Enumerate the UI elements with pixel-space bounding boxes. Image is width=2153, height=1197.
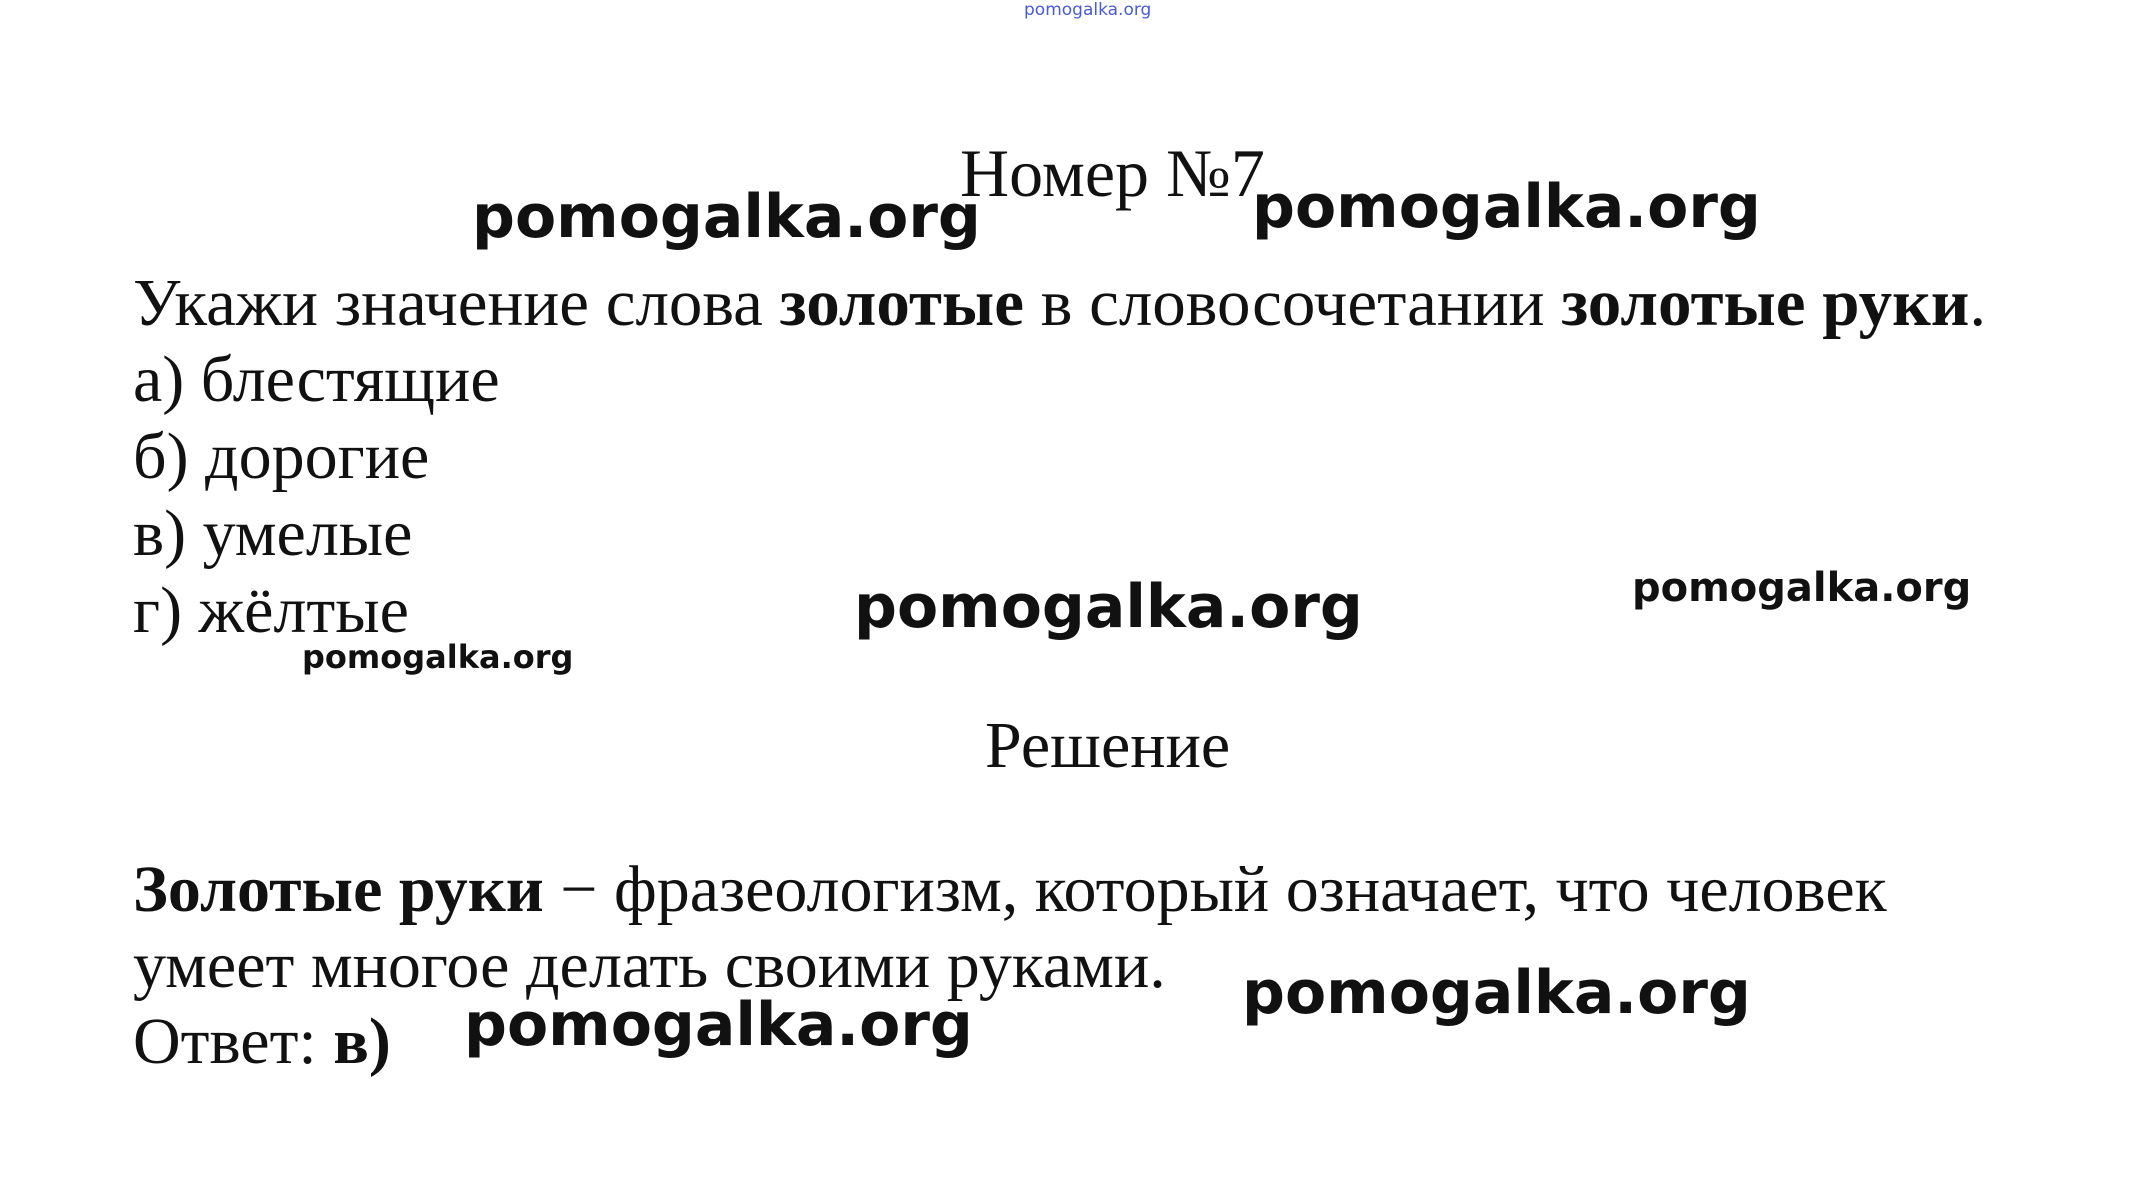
- task-title: Номер №7: [960, 135, 1265, 211]
- watermark-small: pomogalka.org: [302, 638, 574, 676]
- question-middle: в словосочетании: [1023, 266, 1562, 340]
- question-word: золотые: [779, 266, 1024, 340]
- question-phrase: золотые руки: [1561, 266, 1970, 340]
- answer-value: в): [333, 1005, 391, 1078]
- watermark-top: pomogalka.org: [1024, 0, 1152, 20]
- solution-heading: Решение: [985, 709, 1231, 782]
- question-prefix: Укажи значение слова: [133, 266, 780, 340]
- option-c: в) умелые: [133, 497, 413, 570]
- watermark-large: pomogalka.org: [464, 990, 973, 1060]
- answer-line: [133, 1004, 391, 1080]
- solution-term: Золотые руки: [133, 853, 544, 926]
- solution-line-1: [133, 852, 1887, 928]
- option-b: б) дорогие: [133, 420, 430, 493]
- watermark-small: pomogalka.org: [1632, 565, 1972, 611]
- solution-line-2: умеет многое делать своими руками.: [133, 929, 1166, 1002]
- watermark-large: pomogalka.org: [854, 572, 1363, 642]
- option-a: а) блестящие: [133, 343, 500, 416]
- watermark-large: pomogalka.org: [1252, 172, 1761, 242]
- answer-label: Ответ:: [133, 1005, 334, 1078]
- question-end: .: [1969, 266, 1987, 340]
- question-text: [133, 265, 1986, 342]
- watermark-large: pomogalka.org: [1242, 958, 1751, 1028]
- solution-definition-1: − фразеологизм, который означает, что человек: [543, 853, 1887, 926]
- option-d: г) жёлтые: [133, 574, 409, 647]
- watermark-large: pomogalka.org: [472, 182, 981, 252]
